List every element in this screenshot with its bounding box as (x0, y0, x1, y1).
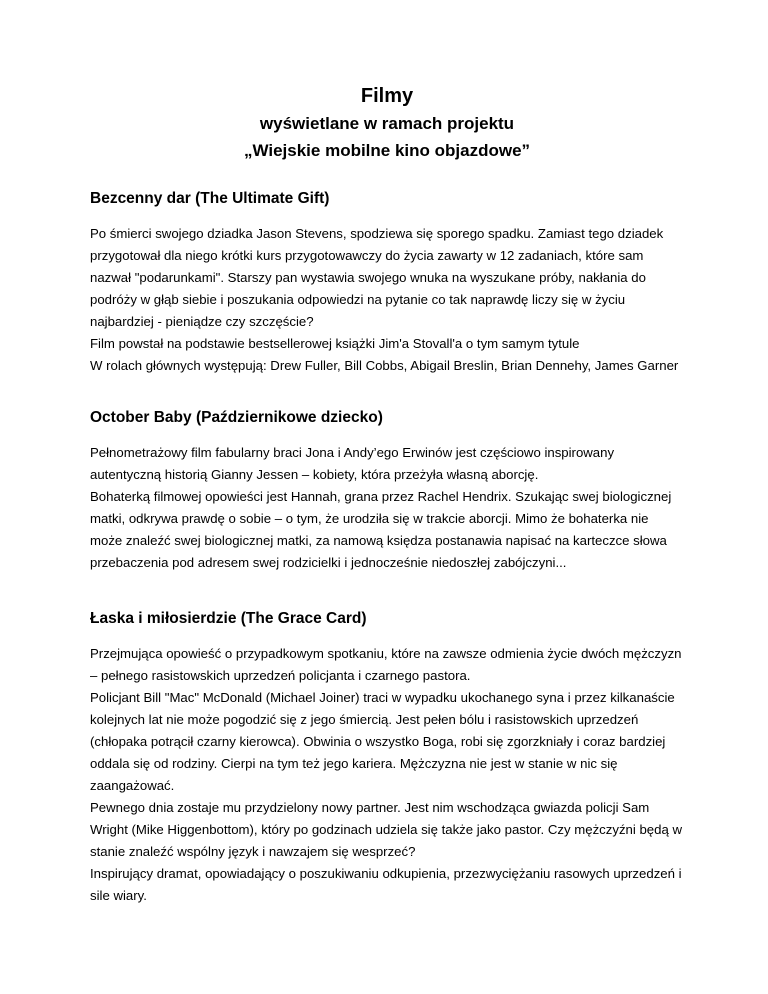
film-section-grace-card (90, 608, 684, 907)
film-paragraph: Pełnometrażowy film fabularny braci Jona i Andy’ego Erwinów jest częściowo inspirowany autentyczną historią Gianny Jessen – kobiety, która przeżyła własną aborcję. (90, 445, 615, 482)
film-title: October Baby (Październikowe dziecko) (90, 409, 383, 426)
film-paragraph: W rolach głównych występują: Drew Fuller, Bill Cobbs, Abigail Breslin, Brian Dennehy, James Garner (90, 358, 679, 373)
film-title: Bezcenny dar (The Ultimate Gift) (90, 190, 330, 207)
page-subtitle-line1: wyświetlane w ramach projektu (259, 114, 515, 133)
film-paragraph: Bohaterką filmowej opowieści jest Hannah, grana przez Rachel Hendrix. Szukając swej biologicznej matki, odkrywa prawdę o sobie – o tym, że urodziła się w trakcie aborcji. Mimo że bohaterka nie może znaleźć swej biologicznej matki, za namową księdza postanawia napisać na karteczce słowa przebaczenia pod adresem swej rodzicielki i jednocześnie niedoszłej zabójczyni... (90, 489, 672, 570)
film-section-october-baby (90, 407, 684, 574)
film-paragraph: Przejmująca opowieść o przypadkowym spotkaniu, które na zawsze odmienia życie dwóch mężczyzn – pełnego rasistowskich uprzedzeń policjanta i czarnego pastora. (90, 646, 682, 683)
document-page (90, 82, 684, 907)
film-description (90, 643, 684, 907)
film-paragraph: Inspirujący dramat, opowiadający o poszukiwaniu odkupienia, przezwyciężaniu rasowych uprzedzeń i sile wiary. (90, 866, 682, 903)
film-paragraph: Pewnego dnia zostaje mu przydzielony nowy partner. Jest nim wschodząca gwiazda policji Sam Wright (Mike Higgenbottom), który po godzinach udziela się także jako pastor. Czy mężczyźni będą w stanie znaleźć wspólny język i nawzajem się wesprzeć? (90, 800, 682, 859)
film-paragraph: Po śmierci swojego dziadka Jason Stevens, spodziewa się sporego spadku. Zamiast tego dziadek przygotował dla niego krótki kurs przygotowawczy do życia zawarty w 12 zadaniach, które sam nazwał "podarunkami". Starszy pan wystawia swojego wnuka na wyszukane próby, nakłania do podróży w głąb siebie i poszukania odpowiedzi na pytanie co tak naprawdę liczy się w życiu najbardziej - pieniądze czy szczęście? (90, 226, 664, 329)
film-title: Łaska i miłosierdzie (The Grace Card) (90, 610, 367, 627)
film-description (90, 223, 684, 377)
film-paragraph: Film powstał na podstawie bestsellerowej książki Jim'a Stovall'a o tym samym tytule (90, 336, 580, 351)
film-description (90, 442, 684, 574)
document-header (90, 82, 684, 164)
page-title: Filmy (360, 85, 414, 107)
page-subtitle-line2: „Wiejskie mobilne kino objazdowe” (243, 141, 531, 160)
film-section-ultimate-gift (90, 188, 684, 377)
film-paragraph: Policjant Bill "Mac" McDonald (Michael Joiner) traci w wypadku ukochanego syna i przez kilkanaście kolejnych lat nie może pogodzić się z jego śmiercią. Jest pełen bólu i rasistowskich uprzedzeń (chłopaka potrącił czarny kierowca). Obwinia o wszystko Boga, robi się zgorzkniały i coraz bardziej oddala się od rodziny. Cierpi na tym też jego kariera. Mężczyzna nie jest w stanie w nic się zaangażować. (90, 690, 675, 793)
